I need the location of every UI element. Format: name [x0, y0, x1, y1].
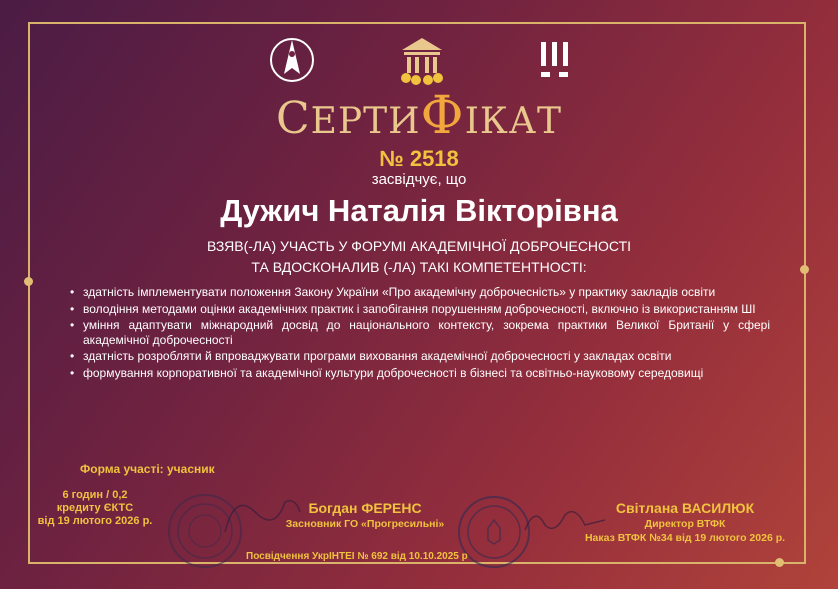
competency-item: • формування корпоративної та академічної культури доброчесності в бізнесі та освітньо-науковому середовищі [70, 366, 770, 381]
title-part1: ЕРТИ [310, 101, 421, 142]
participation-text [0, 236, 838, 278]
participation-line2: ТА ВДОСКОНАЛИВ (-ЛА) ТАКІ КОМПЕТЕНТНОСТІ: [251, 259, 587, 275]
frame-left-lower-line [28, 284, 30, 562]
competency-item: • володіння методами оцінки академічних практик і запобігання порушенням доброчесності, включно із використанням ШІ [70, 302, 770, 317]
frame-bottom-line [28, 562, 806, 564]
compass-logo-icon [268, 34, 316, 86]
title-part2: ІКАТ [464, 101, 563, 142]
signer-vasyliuk-role: Директор ВТФК [644, 518, 726, 530]
signer-ferens-name: Богдан ФЕРЕНС [308, 500, 422, 516]
competency-item: • уміння адаптувати міжнародний досвід до національного контексту, зокрема практики Великої Британії у сфері академічної доброчесності [70, 318, 770, 347]
frame-dot-left [24, 277, 33, 286]
signer-ferens-role: Засновник ГО «Прогресильні» [285, 518, 445, 530]
signer-vasyliuk [560, 500, 810, 544]
recipient-name: Дужич Наталія Вікторівна [220, 193, 618, 228]
hours-line1: 6 годин / 0,2 [62, 489, 128, 501]
certifies-text: засвідчує, що [371, 171, 467, 188]
competency-item: • здатність розробляти й впроваджувати програми виховання академічної доброчесності у закладах освіти [70, 349, 770, 364]
hours-credits [35, 489, 155, 528]
title-accent-letter: Ф [420, 86, 465, 146]
signer-ferens [270, 500, 460, 530]
hours-line2: кредиту ЄКТС [56, 502, 134, 514]
logos-row [0, 34, 838, 86]
certificate-title [0, 86, 838, 146]
hours-line3: від 19 лютого 2026 р. [37, 515, 153, 527]
frame-dot-bottom-right [775, 558, 784, 567]
competencies-list [70, 285, 770, 382]
exclamation-logo-icon [537, 34, 573, 86]
signer-vasyliuk-name: Світлана ВАСИЛЮК [615, 500, 755, 516]
frame-top-line [28, 22, 806, 24]
participation-form: Форма участі: учасник [80, 462, 215, 476]
certificate-number: № 2518 [379, 146, 459, 171]
participation-line1: ВЗЯВ(-ЛА) УЧАСТЬ У ФОРУМІ АКАДЕМІЧНОЇ ДОБРОЧЕСНОСТІ [206, 238, 632, 254]
registration-text: Посвідчення УкрІНТЕІ № 692 від 10.10.2025 р [246, 551, 468, 562]
university-building-icon [394, 34, 450, 86]
signer-vasyliuk-order: Наказ ВТФК №34 від 19 лютого 2026 р. [584, 532, 786, 544]
competency-item: • здатність імплементувати положення Закону України «Про академічну доброчесність» у практику закладів освіти [70, 285, 770, 300]
title-prefix: С [275, 93, 311, 144]
